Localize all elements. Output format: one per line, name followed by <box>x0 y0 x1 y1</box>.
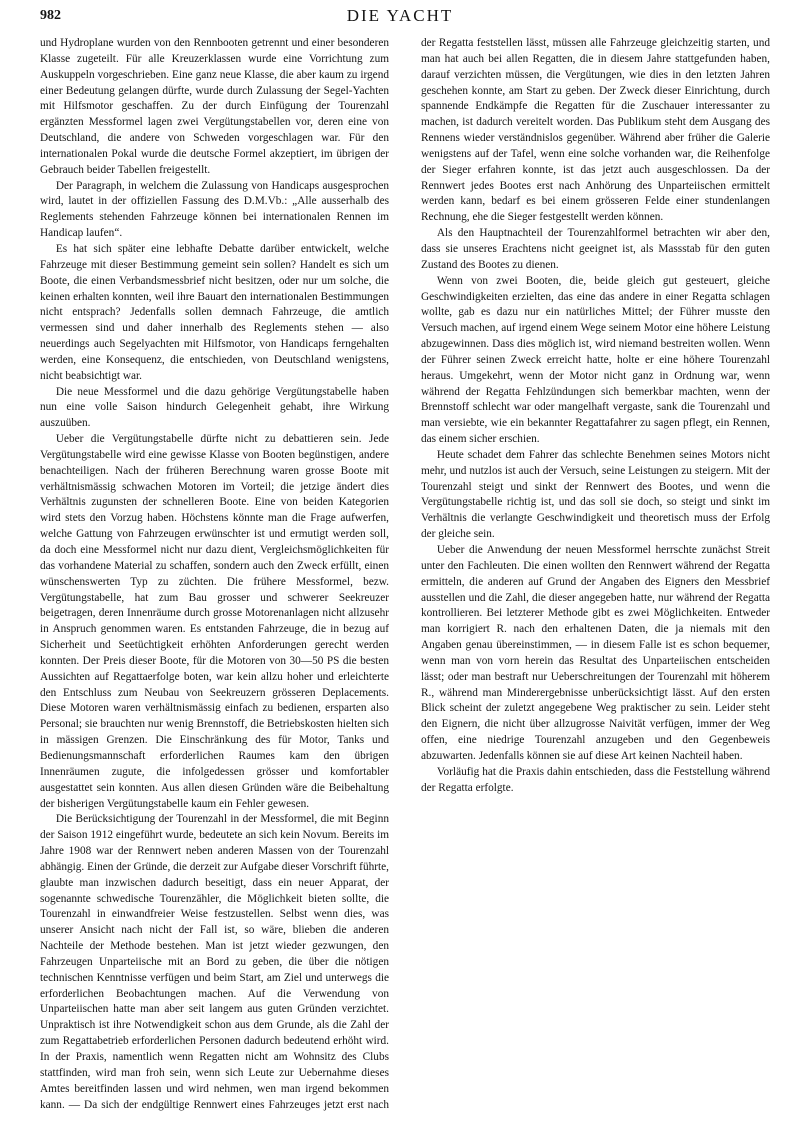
page-number: 982 <box>40 8 61 23</box>
paragraph: Heute schadet dem Fahrer das schlechte Benehmen seines Motors nicht mehr, und nutzlos ist auch der Versuch, seine Leistungen zu steigern. Mit der Tourenzahl steigt und sinkt der Rennwert des Bootes, und wenn die Vergütungstabelle richtig ist, und das soll sie doch, so steigt und sinkt im Verhältnis die verlangte Geschwindigkeit und theoretisch muss der Erfolg der gleiche sein. <box>421 448 770 541</box>
paragraph: Die neue Messformel und die dazu gehörige Vergütungstabelle haben nun eine volle Saison hindurch Gelegenheit gehabt, ihre Wirkung auszuüben. <box>40 385 389 430</box>
article-body <box>40 36 770 1116</box>
paragraph: Als den Hauptnachteil der Tourenzahlformel betrachten wir aber den, dass sie unseres Erachtens nicht geeignet ist, als Massstab für den guten Zustand des Bootes zu dienen. <box>421 227 770 271</box>
paragraph: und Hydroplane wurden von den Rennbooten getrennt und einer besonderen Klasse zugeteilt. Für alle Kreuzerklassen wurde eine Vorrichtung zum Auskuppeln vorgeschrieben. Eine ganz neue Klasse, die aber kaum zu irgend einer Bedeutung gelangen dürfte, wurde durch Zulassung der Segel-Yachten mit Hilfsmotor geschaffen. Zu der durch Einfügung der Tourenzahl ergänzten Messformel lagen zwei Vergütungstabellen vor, deren eine von Deutschland, die andere von Schweden vorgeschlagen war. Für den internationalen Pokal wurde die deutsche Formel akzeptiert, im übrigen der Gebrauch beider Tabellen freigestellt. <box>40 37 389 176</box>
paragraph: Die Berücksichtigung der Tourenzahl in der Messformel, die mit Beginn der Saison 1912 eingeführt wurde, bedeutete an sich kein Novum. Bereits im Jahre 1908 war der Rennwert neben anderen Massen von der Tourenzahl abhängig. Einen der Gründe, die derzeit zur Aufgabe dieser Vorschrift führte, glaubte man inzwischen dadurch beseitigt, dass ein neuer Apparat, der sogenannte schwedische Tourenzähler, die Möglichkeit bieten sollte, die Tourenzahl in einwandfreier Weise festzustellen. Selbst wenn dies, was unserer Ansicht nach nicht der Fall ist, so wäre, blieben die anderen Nachteile der Methode bestehen. Man ist jetzt wieder gezwungen, den Fahrzeugen Unparteiische mit an Bord zu geben, die über die nötigen technischen Kenntnisse verfügen und beim Start, am Ziel und unterwegs die erforderlichen Beobachtungen machen. Auf die Verwendung von Unparteiischen hatte man aber seit langem aus guten Gründen verzichtet. Unpraktisch ist ihre Notwendigkeit schon aus dem Grunde, als die Zahl der zum Regattabetrieb erforderlichen Personen dadurch bedeutend erhöht wird. In der Praxis, namentlich wenn Regatten nicht am Wohnsitz des Clubs stattfinden, wird man froh sein, wenn sich Leute zur Uebernahme dieses Amtes bereitfinden lassen und wird nehmen, wen man irgend bekommen kann. — Da sich der endgültige Rennwert eines Fahrzeuges jetzt erst nach der Regatta feststellen lässt, müssen alle Fahrzeuge gleichzeitig starten, und man hat auch bei allen Regatten, die in diesem Jahre stattgefunden haben, darauf verzichten müssen, die Vergütungen, wie dies in den letzten Jahren geschehen konnte, am Start zu geben. Der Zweck dieser Einrichtung, durch spannende Endkämpfe die Regatten für die Zuschauer interessanter zu machen, ist dadurch vereitelt worden. Das Publikum steht dem Ausgang des Rennens wieder verständnislos gegenüber. Während aber früher die Galerie wenigstens auf der Tafel, wenn eine solche vorhanden war, die Reihenfolge der Sieger erfahren konnte, ist das jetzt auch ausgeschlossen. Da der Rennwert jedes Bootes erst nach Anhörung des Unparteiischen ermittelt werden kann, bedarf es bei einem grösseren Felde einer stundenlangen Rechnung, ehe die Sieger festgestellt werden können. <box>40 37 770 1111</box>
paragraph: Ueber die Anwendung der neuen Messformel herrschte zunächst Streit unter den Fachleuten. Die einen wollten den Rennwert während der Regatta ermitteln, die anderen auf Grund der Angaben des Eigners den Messbrief ausstellen und die Zahl, die dieser angegeben hatte, nur während der Regatta kontrollieren. Bei letzterer Methode gibt es zwei Möglichkeiten. Entweder man korrigiert R. nach den erhaltenen Daten, die ja niemals mit den Angaben genau übereinstimmen, — in diesem Falle ist es schon bequemer, wenn man von vorn herein das Resultat des Unparteiischen entscheiden lässt; oder man bestraft nur Ueberschreitungen der Tourenzahl mit höherem R., während man Minderergebnisse unberücksichtigt lässt. Auf den ersten Blick scheint der zuletzt angegebene Weg praktischer zu sein. Leider steht den Eignern, die nicht über allzugrosse Naivität verfügen, immer der Weg offen, eine niedrige Tourenzahl anzugeben und den Gegenbeweis abzuwarten. Jedenfalls können sie auf diese Art keinen Nachteil haben. <box>421 544 770 762</box>
paragraph: Der Paragraph, in welchem die Zulassung von Handicaps ausgesprochen wird, lautet in der offiziellen Fassung des D.M.Vb.: „Alle ausserhalb des Reglements stehenden Fahrzeuge können bei internationalen Rennen im Handicap laufen“. <box>40 179 389 240</box>
running-title: DIE YACHT <box>346 6 454 25</box>
paragraph: Ueber die Vergütungstabelle dürfte nicht zu debattieren sein. Jede Vergütungstabelle wird eine gewisse Klasse von Booten begünstigen, andere benachteiligen. Nach der früheren Berechnung waren grosse Boote mit verhältnismässig schwachen Motoren im Vorteil; die jetzige ändert dies Verhältnis zugunsten der schnelleren Boote. Eine von beiden Kategorien wird stets den Vorzug haben. Höchstens könnte man die Frage aufwerfen, welche Gattung von Fahrzeugen erwünschter ist und ermutigt werden soll, da doch eine Messformel nicht nur dazu dient, Vergleichsmöglichkeiten für das vorhandene Material zu schaffen, sondern auch den Zweck erfüllt, einen wünschenswerten Typ zu züchten. Die frühere Messformel, bezw. Vergütungstabelle, hat zum Bau grosser und schwerer Seekreuzer beigetragen, deren Innenräume durch grosse Motorenanlagen nicht allzusehr in Anspruch genommen waren. Es entstanden Fahrzeuge, die in bezug auf Sicherheit und Seetüchtigkeit erhöhten Anforderungen gerecht werden konnten. Der Preis dieser Boote, für die Motoren von 30—50 PS die besten Aussichten auf Regattaerfolge boten, war kein allzu hoher und erleichterte den Entschluss zum Neubau von Seekreuzern grösseren Deplacements. Diese Motoren waren verhältnismässig einfach zu bedienen, ersparten also Personal; sie brauchten nur wenig Brennstoff, die Betriebskosten hielten sich in mässigen Grenzen. Die Einschränkung des für Motor, Tanks und Bedienungsmannschaft erforderlichen Raumes kam den übrigen Innenräumen zugute, die infolgedessen grösser und komfortabler ausgestattet sein konnten. Aus allen diesen Gründen wäre die Beibehaltung der bisherigen Vergütungstabelle kaum ein Fehler gewesen. <box>40 433 389 810</box>
paragraph: Es hat sich später eine lebhafte Debatte darüber entwickelt, welche Fahrzeuge mit dieser Bestimmung gemeint sein sollen? Handelt es sich um Boote, die einen Verbandsmessbrief nicht besitzen, oder nur um solche, die keinen erhalten konnten, weil ihre Bauart den internationalen Bestimmungen nicht entsprach? Jedenfalls sollen demnach Fahrzeuge, die amtlich vermessen sind und daher innerhalb des Reglements stehen — also neuerdings auch Segelyachten mit Hilfsmotor, von Handicaps ferngehalten werden, eine Konsequenz, die entschieden, von Deutschland wenigstens, nicht beabsichtigt war. <box>40 242 389 382</box>
paragraph: Vorläufig hat die Praxis dahin entschieden, dass die Feststellung während der Regatta erfolgte. <box>421 765 770 794</box>
paragraph: Wenn von zwei Booten, die, beide gleich gut gesteuert, gleiche Geschwindigkeiten erzielten, das eine das andere in einer Regatta schlagen wollte, gab es dazu nur ein natürliches Mittel; der Führer musste den Versuch machen, auf irgend einem Wege seinem Motor eine höhere Leistung abzugewinnen. Dass dies möglich ist, wird niemand bestreiten wollen. Wenn der Führer seinen Zweck erreicht hatte, holte er eine höhere Tourenzahl heraus. Umgekehrt, wenn der Motor nicht ganz in Ordnung war, wenn während der Regatta Fehlzündungen sich bemerkbar machten, wenn der Brennstoff schlecht war oder mangelhaft vergaste, sank die Tourenzahl und man versiebte, wie ein bekannter Regattafahrer zu sagen pflegt, ein Rennen, das einem sicher erschien. <box>421 274 770 446</box>
